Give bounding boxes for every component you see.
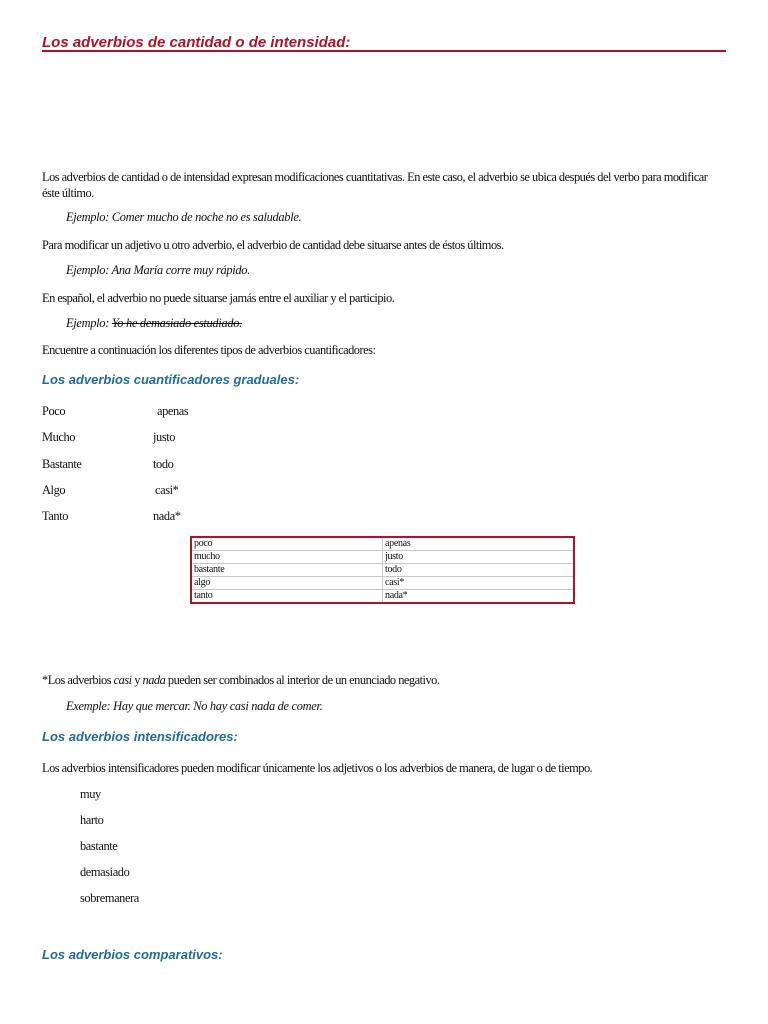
title-divider [42,50,726,52]
table-cell: bastante [191,564,383,577]
gradual-word-left: Bastante [42,457,82,471]
heading-comparativos: Los adverbios comparativos: [42,947,223,962]
example-4: Exemple: Hay que mercar. No hay casi nada de comer. [66,699,323,713]
table-cell: apenas [383,537,575,551]
table-cell: mucho [191,551,383,564]
table-row [191,577,574,590]
paragraph-2: Para modificar un adjetivo u otro adverbio, el adverbio de cantidad debe situarse antes de éstos últimos. [42,238,504,252]
paragraph-4: Encuentre a continuación los diferentes tipos de adverbios cuantificadores: [42,343,376,357]
paragraph-3: En español, el adverbio no puede situarse jamás entre el auxiliar y el participio. [42,291,395,305]
gradual-word-left: Algo [42,483,66,497]
table-cell: casi* [383,577,575,590]
heading-graduales: Los adverbios cuantificadores graduales: [42,372,300,387]
table-row [191,590,574,604]
page-title: Los adverbios de cantidad o de intensidad: [42,34,351,51]
note-casi: casi [113,673,132,687]
table-row [191,564,574,577]
gradual-word-right: casi* [155,483,179,497]
example-3-struck: Yo he demasiado estudiado. [111,316,242,330]
list-item: demasiado [80,865,130,879]
gradual-word-left: Mucho [42,430,76,444]
intensificadores-paragraph: Los adverbios intensificadores pueden modificar únicamente los adjetivos o los adverbios de manera, de lugar o de tiempo. [42,761,593,775]
note-y: y [131,673,143,687]
gradual-word-left: Poco [42,404,66,418]
heading-intensificadores: Los adverbios intensificadores: [42,729,238,744]
note-start: *Los adverbios [42,673,114,687]
gradual-word-left: Tanto [42,509,69,523]
table-cell: algo [191,577,383,590]
table-cell: justo [383,551,575,564]
example-3-label: Ejemplo: [66,316,112,330]
list-item: bastante [80,839,118,853]
table-row [191,551,574,564]
note-nada: nada [142,673,166,687]
table-cell: tanto [191,590,383,604]
gradual-word-right: nada* [153,509,181,523]
note-paragraph [42,672,439,688]
table-cell: todo [383,564,575,577]
intro-paragraph: Los adverbios de cantidad o de intensidad expresan modificaciones cuantitativas. En este caso, el adverbio se ubica después del verbo para modificar éste último. [42,170,708,200]
list-item: harto [80,813,104,827]
list-item: muy [80,787,101,801]
list-item: sobremanera [80,891,139,905]
table-cell: poco [191,537,383,551]
gradual-word-right: todo [153,457,174,471]
gradual-word-right: apenas [157,404,189,418]
table-row [191,537,574,551]
note-end: pueden ser combinados al interior de un enunciado negativo. [165,673,440,687]
example-1: Ejemplo: Comer mucho de noche no es saludable. [66,210,302,224]
graduales-table [190,536,575,604]
table-cell: nada* [383,590,575,604]
example-2: Ejemplo: Ana María corre muy rápido. [66,263,250,277]
example-3 [66,316,242,331]
gradual-word-right: justo [153,430,176,444]
